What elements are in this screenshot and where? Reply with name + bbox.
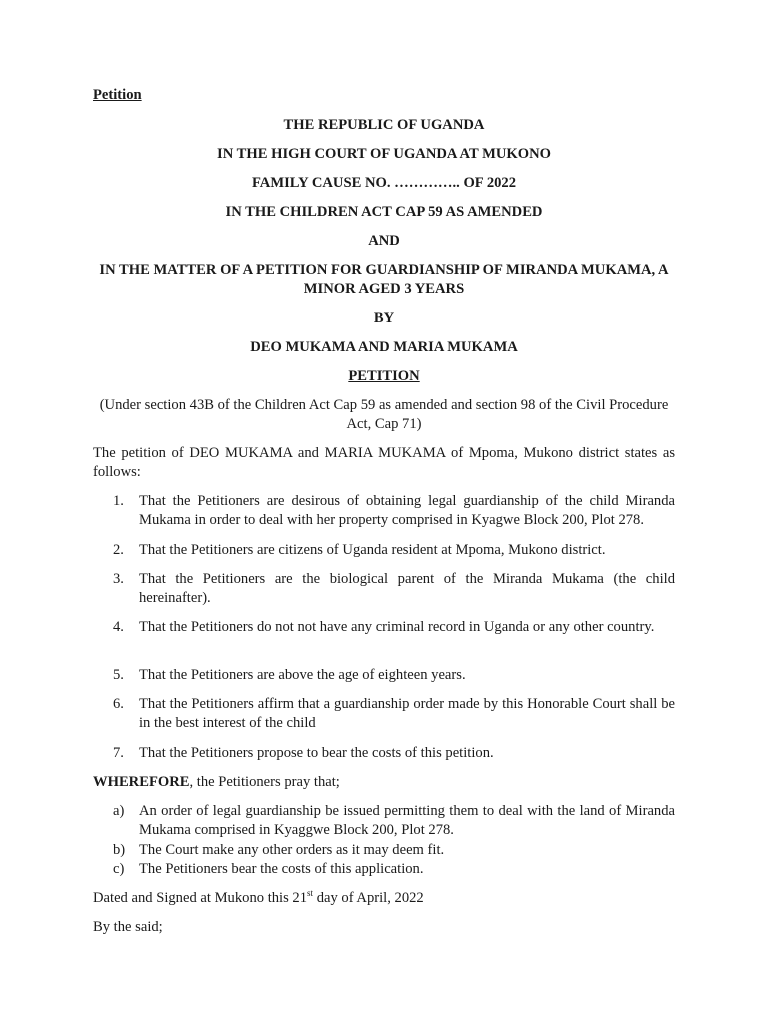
heading-and: AND [368, 233, 400, 249]
by-the-said-line: By the said; [93, 919, 163, 935]
list-item-text: That the Petitioners do not not have any criminal record in Uganda or any other country. [139, 619, 655, 635]
heading-cause-number: FAMILY CAUSE NO. ………….. OF 2022 [251, 175, 517, 191]
list-item-number: 6. [113, 696, 124, 712]
prayer-item-text: An order of legal guardianship be issued permitting them to deal with the land of Miranda Mukama comprised in Kyaggwe Block 200, Plot 278. [139, 803, 675, 838]
wherefore-paragraph [93, 773, 675, 792]
list-item-number: 2. [113, 542, 124, 558]
list-item-text: That the Petitioners are the biological parent of the Miranda Mukama (the child hereinafter). [139, 571, 675, 606]
prayer-item-letter: c) [113, 861, 125, 877]
prayer-item-text: The Court make any other orders as it may deem fit. [139, 842, 445, 858]
heading-by: BY [373, 310, 395, 326]
list-item-number: 7. [113, 745, 124, 761]
heading-court: IN THE HIGH COURT OF UGANDA AT MUKONO [217, 146, 551, 162]
document-label: Petition [93, 87, 142, 103]
heading-children-act: IN THE CHILDREN ACT CAP 59 AS AMENDED [225, 204, 543, 220]
prayer-item-text: The Petitioners bear the costs of this application. [139, 861, 424, 877]
document-title: PETITION [348, 368, 420, 384]
dated-text: Dated and Signed at Mukono this 21 [93, 890, 308, 906]
list-item-text: That the Petitioners are above the age of eighteen years. [139, 667, 466, 683]
list-item-text: That the Petitioners propose to bear the costs of this petition. [139, 745, 494, 761]
wherefore-keyword: WHEREFORE [93, 774, 190, 790]
heading-parties: DEO MUKAMA AND MARIA MUKAMA [250, 339, 518, 355]
dated-text-rest: day of April, 2022 [313, 890, 424, 906]
list-item-number: 1. [113, 493, 124, 509]
list-item-text: That the Petitioners are desirous of obtaining legal guardianship of the child Miranda Mukama in order to deal with her property comprised in Kyagwe Block 200, Plot 278. [139, 493, 675, 528]
legal-citation: (Under section 43B of the Children Act Cap 59 as amended and section 98 of the Civil Procedure Act, Cap 71) [99, 397, 669, 432]
list-item-number: 5. [113, 667, 124, 683]
list-item-number: 3. [113, 571, 124, 587]
heading-matter: IN THE MATTER OF A PETITION FOR GUARDIANSHIP OF MIRANDA MUKAMA, A MINOR AGED 3 YEARS [99, 262, 669, 297]
dated-signed-line [93, 889, 675, 908]
prayer-item-letter: b) [113, 842, 126, 858]
list-item-text: That the Petitioners affirm that a guardianship order made by this Honorable Court shall be in the best interest of the child [139, 696, 675, 731]
list-item-number: 4. [113, 619, 124, 635]
dated-ordinal-suffix: st [307, 888, 314, 899]
list-item-text: That the Petitioners are citizens of Uganda resident at Mpoma, Mukono district. [139, 542, 606, 558]
heading-republic: THE REPUBLIC OF UGANDA [283, 117, 485, 133]
intro-paragraph: The petition of DEO MUKAMA and MARIA MUKAMA of Mpoma, Mukono district states as follows: [93, 445, 675, 480]
prayer-item-letter: a) [113, 803, 125, 819]
wherefore-text: , the Petitioners pray that; [189, 774, 340, 790]
